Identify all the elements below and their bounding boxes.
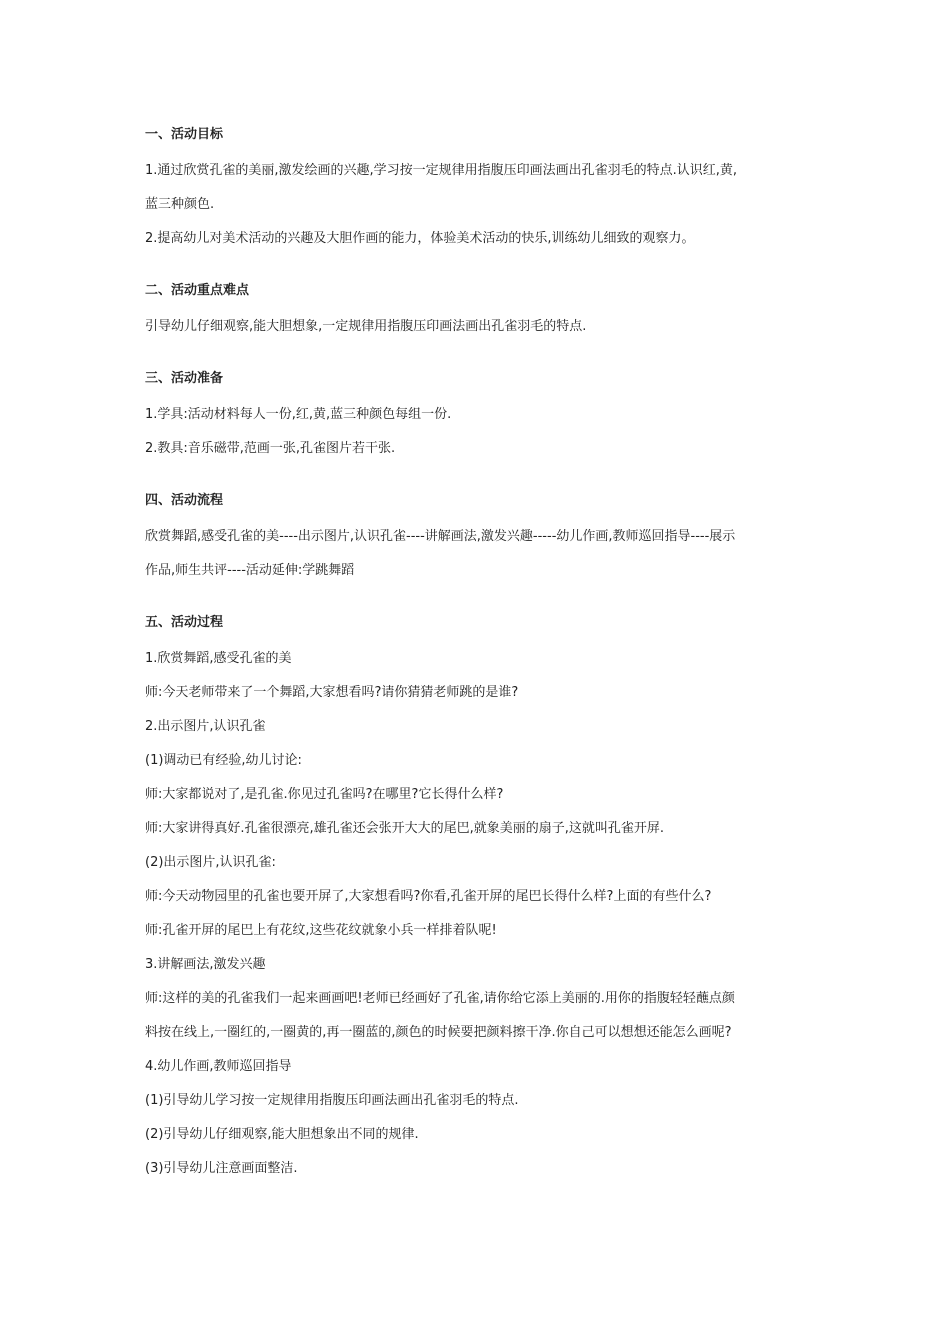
section-heading: 三、活动准备	[145, 371, 224, 386]
section-flow	[145, 466, 810, 588]
paragraph-line: (3)引导幼儿注意画面整洁.	[145, 1161, 298, 1176]
paragraph-line: 引导幼儿仔细观察,能大胆想象,一定规律用指腹压印画法画出孔雀羽毛的特点.	[145, 319, 587, 334]
paragraph-line: 1.欣赏舞蹈,感受孔雀的美	[145, 651, 292, 666]
section-spacer	[145, 256, 810, 278]
paragraph-line: 师:孔雀开屏的尾巴上有花纹,这些花纹就象小兵一样排着队呢!	[145, 923, 497, 938]
section-spacer	[145, 344, 810, 366]
paragraph-line: (2)引导幼儿仔细观察,能大胆想象出不同的规律.	[145, 1127, 419, 1142]
paragraph-line: (1)调动已有经验,幼儿讨论:	[145, 753, 302, 768]
paragraph-line: 2.出示图片,认识孔雀	[145, 719, 266, 734]
section-heading: 二、活动重点难点	[145, 283, 250, 298]
paragraph-line: 1.通过欣赏孔雀的美丽,激发绘画的兴趣,学习按一定规律用指腹压印画法画出孔雀羽毛的特点.认识红,黄,	[145, 163, 738, 178]
paragraph-line: 师:今天动物园里的孔雀也要开屏了,大家想看吗?你看,孔雀开屏的尾巴长得什么样?上面的有些什么?	[145, 889, 712, 904]
paragraph-line: 料按在线上,一圈红的,一圈黄的,再一圈蓝的,颜色的时候要把颜料擦干净.你自己可以想想还能怎么画呢?	[145, 1025, 732, 1040]
section-goals	[145, 122, 810, 256]
section-heading: 一、活动目标	[145, 127, 224, 142]
paragraph-line: 2.提高幼儿对美术活动的兴趣及大胆作画的能力，体验美术活动的快乐,训练幼儿细致的观察力。	[145, 231, 695, 246]
paragraph-line: 师:今天老师带来了一个舞蹈,大家想看吗?请你猜猜老师跳的是谁?	[145, 685, 519, 700]
section-heading: 四、活动流程	[145, 493, 224, 508]
paragraph-line: 师:这样的美的孔雀我们一起来画画吧!老师已经画好了孔雀,请你给它添上美丽的.用你的指腹轻轻蘸点颜	[145, 991, 735, 1006]
paragraph-line: 2.教具:音乐磁带,范画一张,孔雀图片若干张.	[145, 441, 396, 456]
paragraph-line: 4.幼儿作画,教师巡回指导	[145, 1059, 292, 1074]
paragraph-line: 1.学具:活动材料每人一份,红,黄,蓝三种颜色每组一份.	[145, 407, 452, 422]
section-heading: 五、活动过程	[145, 615, 224, 630]
paragraph-line: (2)出示图片,认识孔雀:	[145, 855, 276, 870]
section-key-points	[145, 256, 810, 344]
section-preparation	[145, 344, 810, 466]
paragraph-line: 蓝三种颜色.	[145, 197, 215, 212]
paragraph-line: 3.讲解画法,激发兴趣	[145, 957, 266, 972]
paragraph-line: 欣赏舞蹈,感受孔雀的美----出示图片,认识孔雀----讲解画法,激发兴趣-----幼儿作画,教师巡回指导----展示	[145, 529, 736, 544]
document-body	[145, 122, 810, 1186]
section-process	[145, 588, 810, 1186]
paragraph-line: 作品,师生共评----活动延伸:学跳舞蹈	[145, 563, 355, 578]
paragraph-line: (1)引导幼儿学习按一定规律用指腹压印画法画出孔雀羽毛的特点.	[145, 1093, 519, 1108]
paragraph-line: 师:大家都说对了,是孔雀.你见过孔雀吗?在哪里?它长得什么样?	[145, 787, 504, 802]
section-spacer	[145, 588, 810, 610]
paragraph-line: 师:大家讲得真好.孔雀很漂亮,雄孔雀还会张开大大的尾巴,就象美丽的扇子,这就叫孔雀开屏.	[145, 821, 665, 836]
section-spacer	[145, 466, 810, 488]
